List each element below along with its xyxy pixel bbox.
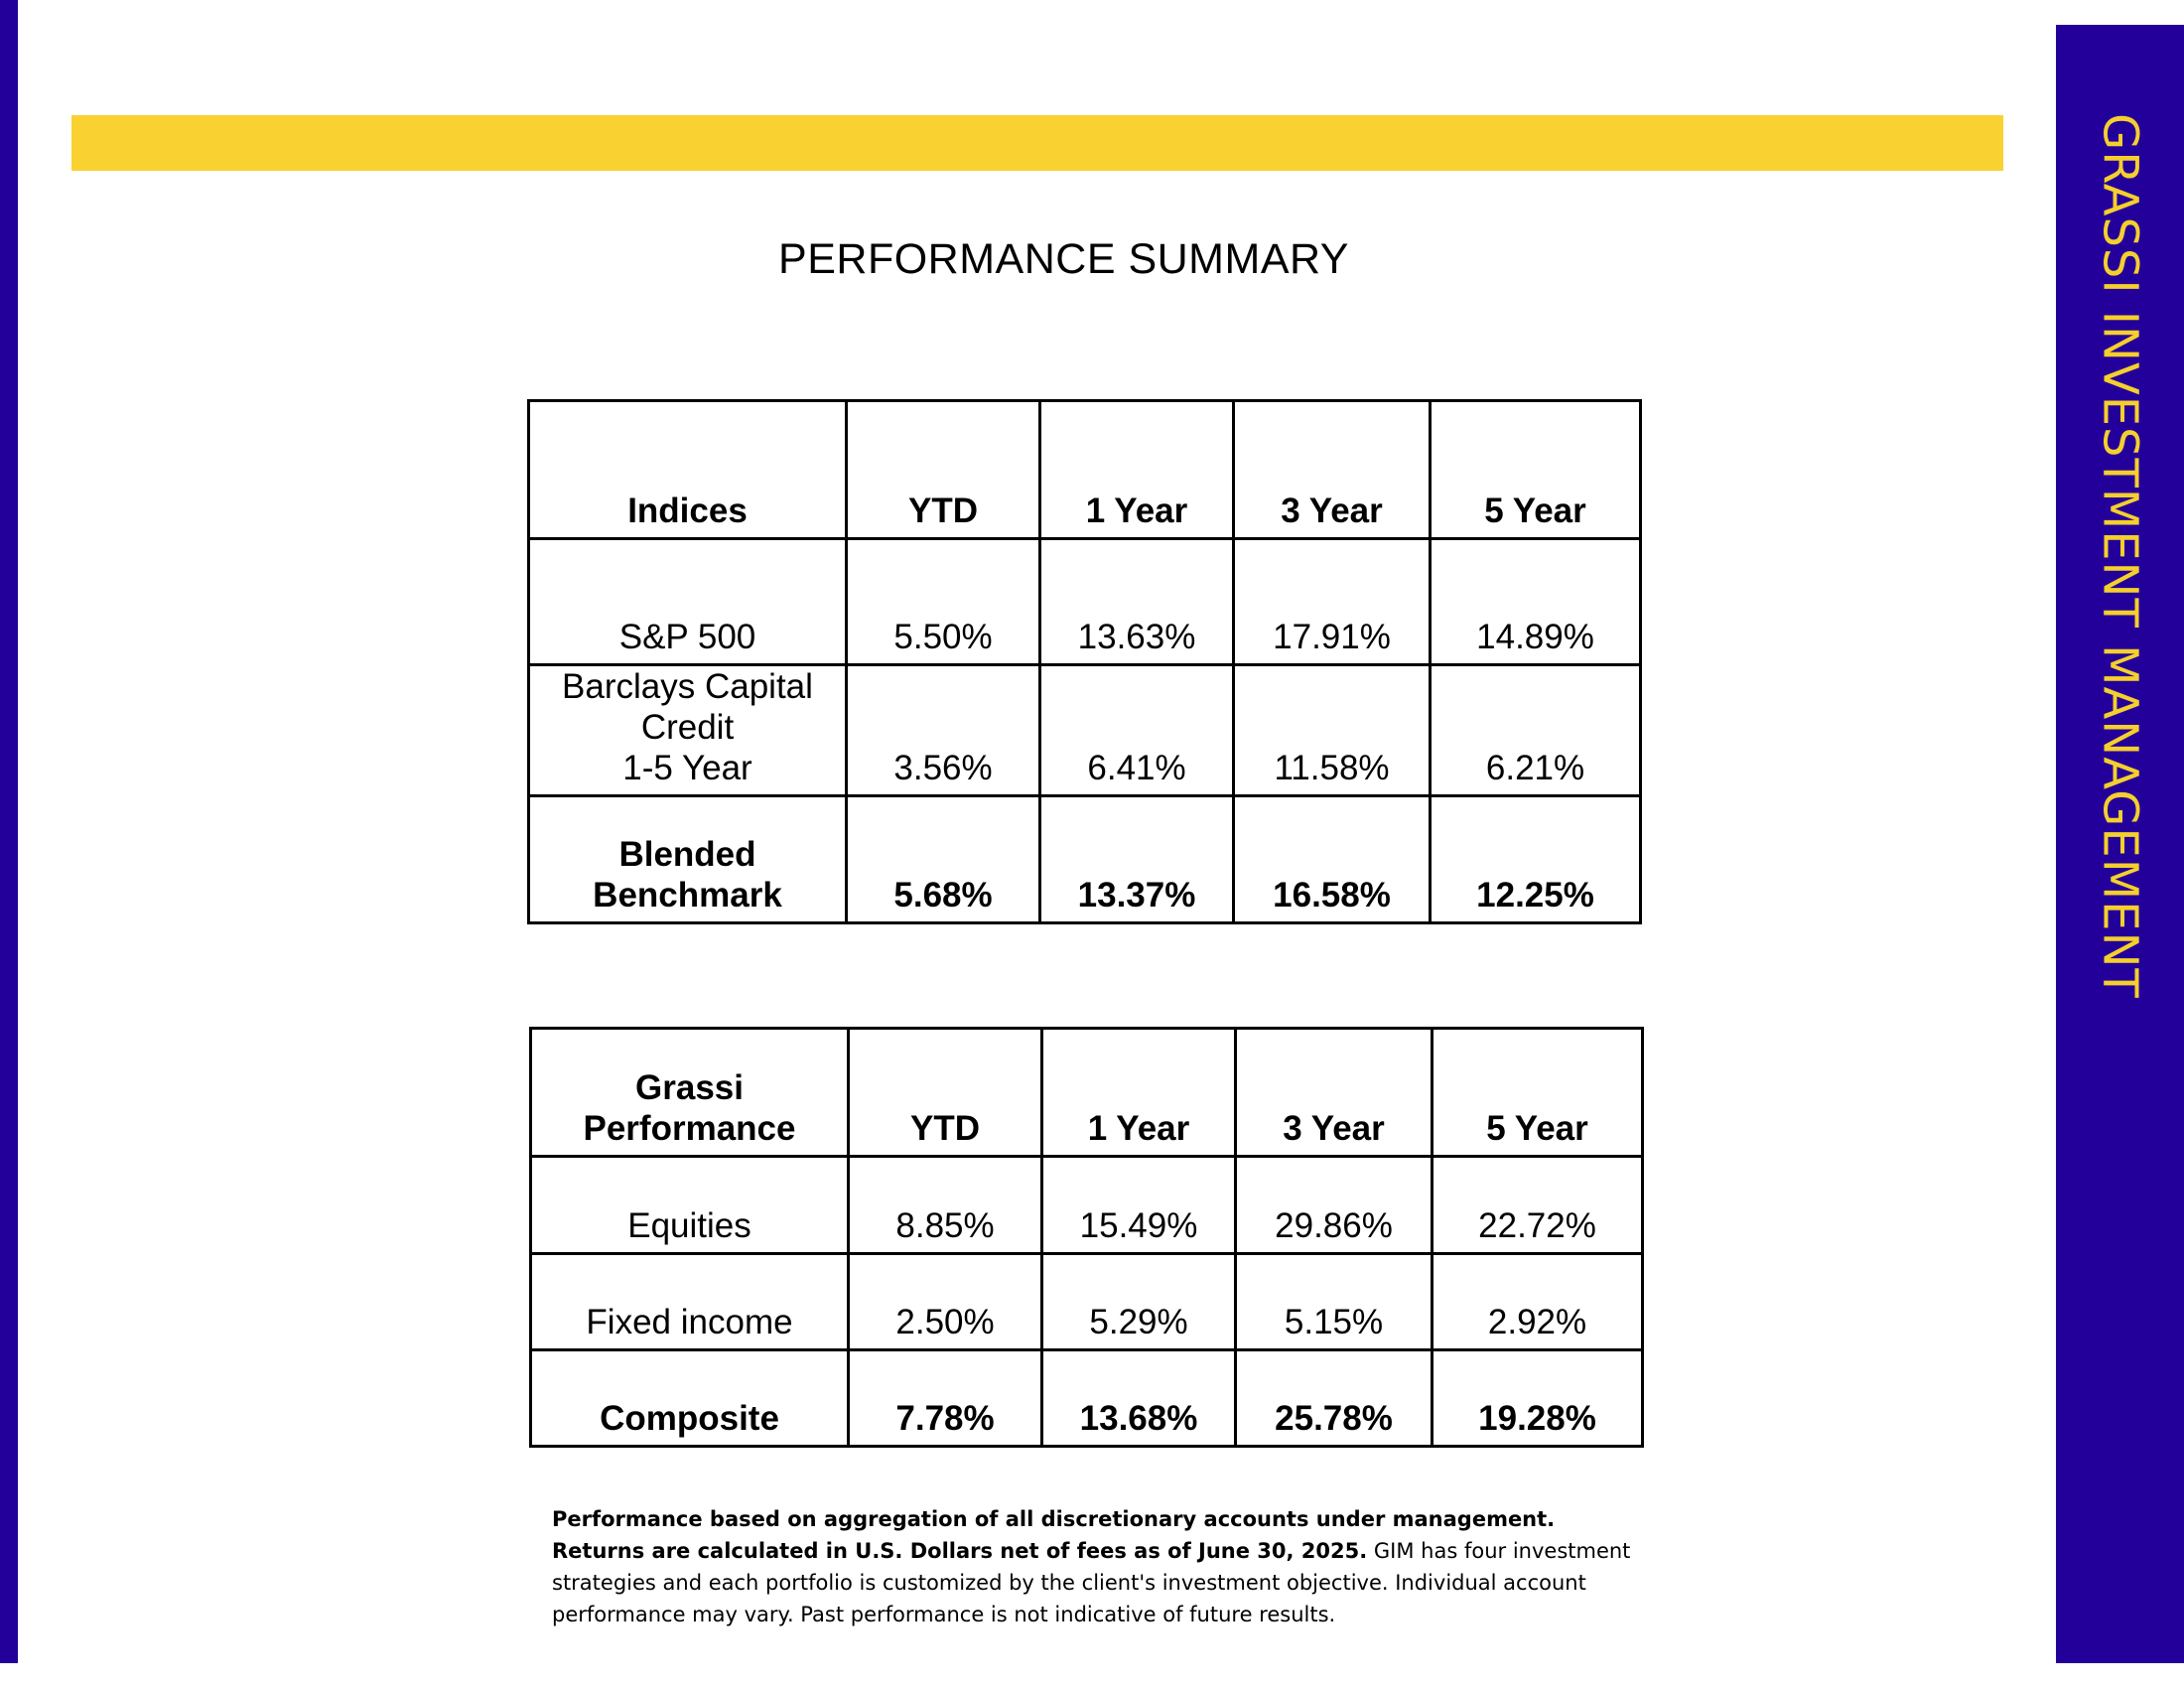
table-row <box>529 796 1641 923</box>
row-label-barclays <box>529 665 847 796</box>
value-3-year: 29.86% <box>1236 1157 1433 1254</box>
value-5-year: 22.72% <box>1433 1157 1643 1254</box>
row-label-fixed-income: Fixed income <box>531 1254 849 1350</box>
value-3-year: 5.15% <box>1236 1254 1433 1350</box>
value-3-year: 25.78% <box>1236 1350 1433 1447</box>
table-row <box>531 1350 1643 1447</box>
row-label-blended-benchmark <box>529 796 847 923</box>
row-label-line: Benchmark <box>593 876 782 914</box>
header-3-year: 3 Year <box>1236 1029 1433 1157</box>
row-label-composite: Composite <box>531 1350 849 1447</box>
header-grassi-performance <box>531 1029 849 1157</box>
header-3-year: 3 Year <box>1234 401 1431 539</box>
row-label-line: Blended <box>618 835 756 874</box>
table-row <box>531 1157 1643 1254</box>
header-label-line: Performance <box>583 1109 796 1148</box>
value-ytd: 7.78% <box>849 1350 1042 1447</box>
header-ytd: YTD <box>847 401 1040 539</box>
header-5-year: 5 Year <box>1433 1029 1643 1157</box>
header-indices: Indices <box>529 401 847 539</box>
value-1-year: 13.37% <box>1040 796 1234 923</box>
table-row <box>529 665 1641 796</box>
row-label-line: 1-5 Year <box>622 749 752 787</box>
disclaimer-text: GIM has four investment strategies and each portfolio is customized by the client's investment objective. Individual account performance may vary. Past performance is not indicative of future results. <box>552 1539 1631 1626</box>
disclaimer-bold-text: Performance based on aggregation of all discretionary accounts under management. Returns are calculated in U.S. Dollars net of fees as of June 30, 2025. <box>552 1507 1556 1563</box>
value-ytd: 2.50% <box>849 1254 1042 1350</box>
value-1-year: 15.49% <box>1042 1157 1236 1254</box>
grassi-performance-table <box>529 1027 1644 1448</box>
value-5-year: 19.28% <box>1433 1350 1643 1447</box>
grassi-header-row <box>531 1029 1643 1157</box>
accent-header-bar <box>71 115 2003 171</box>
value-3-year: 16.58% <box>1234 796 1431 923</box>
row-label-line: Barclays Capital <box>562 667 813 706</box>
header-ytd: YTD <box>849 1029 1042 1157</box>
performance-disclaimer <box>552 1503 1644 1630</box>
value-ytd: 8.85% <box>849 1157 1042 1254</box>
row-label-equities: Equities <box>531 1157 849 1254</box>
value-1-year: 13.68% <box>1042 1350 1236 1447</box>
value-3-year: 17.91% <box>1234 539 1431 665</box>
header-1-year: 1 Year <box>1042 1029 1236 1157</box>
indices-table <box>527 399 1642 924</box>
page-title: PERFORMANCE SUMMARY <box>778 235 1349 283</box>
indices-header-row <box>529 401 1641 539</box>
brand-side-title-text: GRASSI INVESTMENT MANAGEMENT <box>2092 113 2148 999</box>
row-label-sp500: S&P 500 <box>529 539 847 665</box>
value-5-year: 12.25% <box>1431 796 1641 923</box>
value-1-year: 5.29% <box>1042 1254 1236 1350</box>
value-5-year: 6.21% <box>1431 665 1641 796</box>
value-3-year: 11.58% <box>1234 665 1431 796</box>
table-row <box>531 1254 1643 1350</box>
value-ytd: 5.50% <box>847 539 1040 665</box>
header-1-year: 1 Year <box>1040 401 1234 539</box>
value-5-year: 2.92% <box>1433 1254 1643 1350</box>
value-ytd: 5.68% <box>847 796 1040 923</box>
header-5-year: 5 Year <box>1431 401 1641 539</box>
header-label-line: Grassi <box>635 1068 744 1107</box>
value-1-year: 13.63% <box>1040 539 1234 665</box>
value-5-year: 14.89% <box>1431 539 1641 665</box>
table-row <box>529 539 1641 665</box>
value-1-year: 6.41% <box>1040 665 1234 796</box>
value-ytd: 3.56% <box>847 665 1040 796</box>
row-label-line: Credit <box>640 708 735 747</box>
